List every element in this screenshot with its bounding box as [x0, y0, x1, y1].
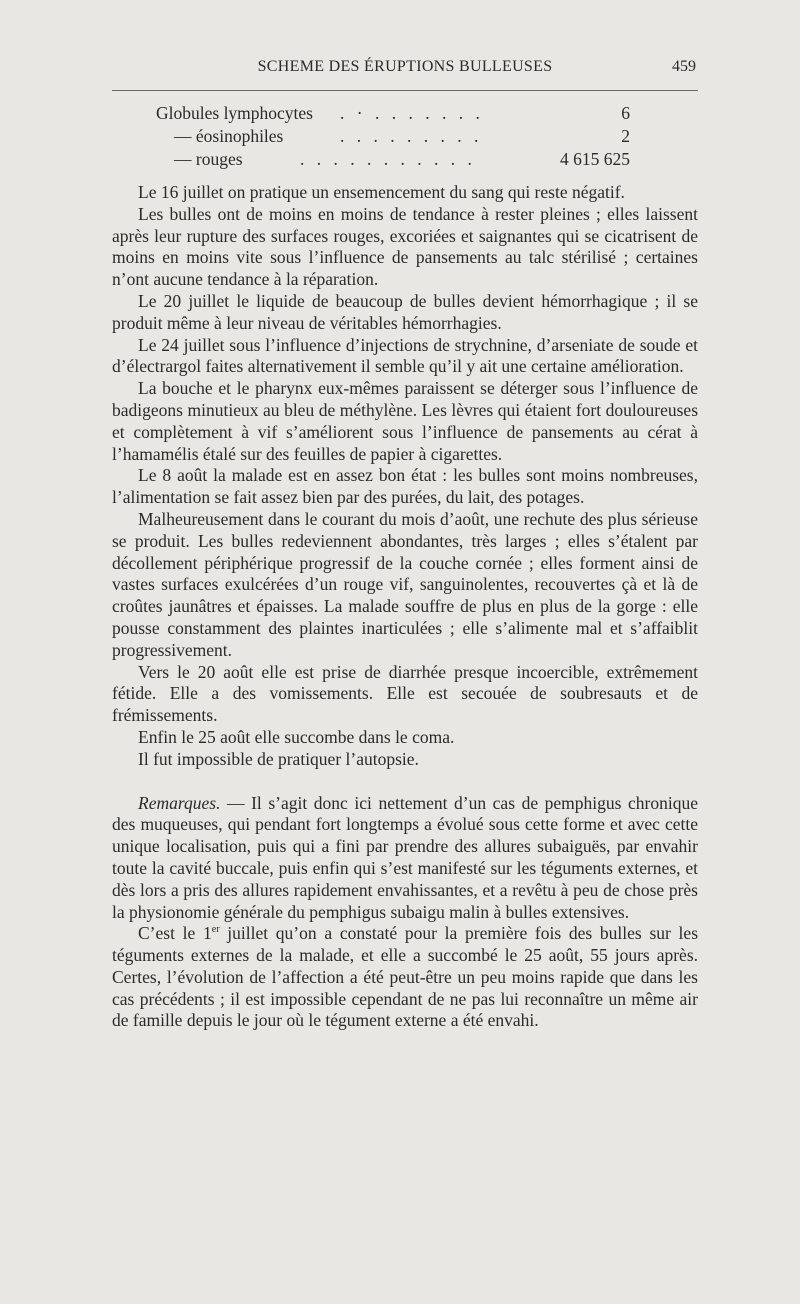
- leader-dots: . . . . . . . . . . .: [300, 149, 476, 169]
- count-label: Globules lymphocytes: [156, 103, 313, 123]
- final-paragraph: [112, 923, 698, 1032]
- paragraph: La bouche et le pharynx eux-mêmes paraissent se déterger sous l’influence de badigeons minutieux au bleu de méthylène. Les lèvres qui étaient fort douloureuses et complètement à vif s’améliorent sous l’influence de pansements au cérat à l’hamamélis étalé sur des feuilles de papier à cigarettes.: [112, 378, 698, 464]
- paragraph: Le 16 juillet on pratique un ensemencement du sang qui reste négatif.: [138, 182, 625, 202]
- leader-dots: . . . . . . . . .: [340, 126, 483, 146]
- paragraph: Les bulles ont de moins en moins de tendance à rester pleines ; elles laissent après leur rupture des surfaces rouges, excoriées et saignantes qui se cicatrisent de moins en moins vite sous l’influence de pansements au talc stérilisé ; certaines n’ont aucune tendance à la réparation.: [112, 203, 698, 290]
- count-label: — rouges: [174, 149, 243, 169]
- final-text-rest: juillet qu’on a constaté pour la première fois des bulles sur les téguments externes de la malade, et elle a succombé le 25 août, 55 jours après. Certes, l’évolution de l’affection a été peut-être un peu moins rapide que dans les cas précédents ; il est impossible cependant de ne pas lui reconnaître un même air de famille depuis le jour où le tégument externe a été envahi.: [112, 923, 698, 1031]
- page-number: 459: [672, 58, 696, 75]
- count-label: — éosinophiles: [174, 126, 284, 146]
- count-value: 6: [621, 103, 630, 123]
- final-text-start: C’est le 1: [138, 923, 212, 944]
- paragraph: Malheureusement dans le courant du mois d’août, une rechute des plus sérieuse se produit. Les bulles redeviennent abondantes, très larges ; elles s’étalent par décollement périphérique progressif de la couche cornée ; elles forment ainsi de vastes surfaces exulcérées d’un rouge vif, sanguinolentes, recouvertes çà et là de croûtes jaunâtres et épaisses. La malade souffre de plus en plus de la gorge : elle pousse constamment des plaintes inarticulées ; elle s’alimente mal et s’affaiblit progressivement.: [112, 508, 698, 660]
- paragraph: Le 24 juillet sous l’influence d’injections de strychnine, d’arseniate de soude et d’électrargol faites alternativement il semble qu’il y ait une certaine amélioration.: [112, 334, 698, 377]
- count-value: 2: [621, 126, 630, 146]
- remarks-text: — Il s’agit donc ici nettement d’un cas de pemphigus chronique des muqueuses, qui pendant fort longtemps a évolué sous cette forme et avec cette unique localisation, puis qui a fini par prendre des allures subaiguës, par envahir toute la cavité buccale, puis enfin qui s’est manifesté sur les téguments externes, et dès lors a pris des allures rapidement envahissantes, et a revêtu à peu de chose près la physionomie générale du pemphigus subaigu malin à bulles extensives.: [112, 792, 698, 922]
- paragraph: Il fut impossible de pratiquer l’autopsie.: [138, 748, 419, 769]
- remarks-label: Remarques.: [138, 792, 221, 813]
- count-row: [150, 148, 630, 171]
- paragraph: Le 20 juillet le liquide de beaucoup de bulles devient hémorrhagique ; il se produit même à leur niveau de véritables hémorrhagies.: [112, 290, 698, 333]
- paragraph: Enfin le 25 août elle succombe dans le coma.: [138, 726, 455, 747]
- body-text: [112, 182, 698, 1032]
- blood-count-list: [150, 102, 630, 171]
- running-header: [112, 58, 698, 80]
- count-row: [150, 102, 630, 125]
- leader-dots: . · . . . . . . .: [340, 103, 484, 123]
- ordinal-superscript: er: [211, 924, 220, 936]
- paragraph: Vers le 20 août elle est prise de diarrhée presque incoercible, extrêmement fétide. Elle a des vomissements. Elle est secouée de soubresauts et de frémissements.: [112, 661, 698, 726]
- header-title: SCHEME DES ÉRUPTIONS BULLEUSES: [257, 58, 553, 75]
- header-rule: [112, 90, 698, 91]
- count-value: 4 615 625: [560, 149, 630, 169]
- remarks-paragraph: [112, 793, 698, 924]
- count-row: [150, 125, 630, 148]
- paragraph: Le 8 août la malade est en assez bon état : les bulles sont moins nombreuses, l’alimentation se fait assez bien par des purées, du lait, des potages.: [112, 465, 698, 508]
